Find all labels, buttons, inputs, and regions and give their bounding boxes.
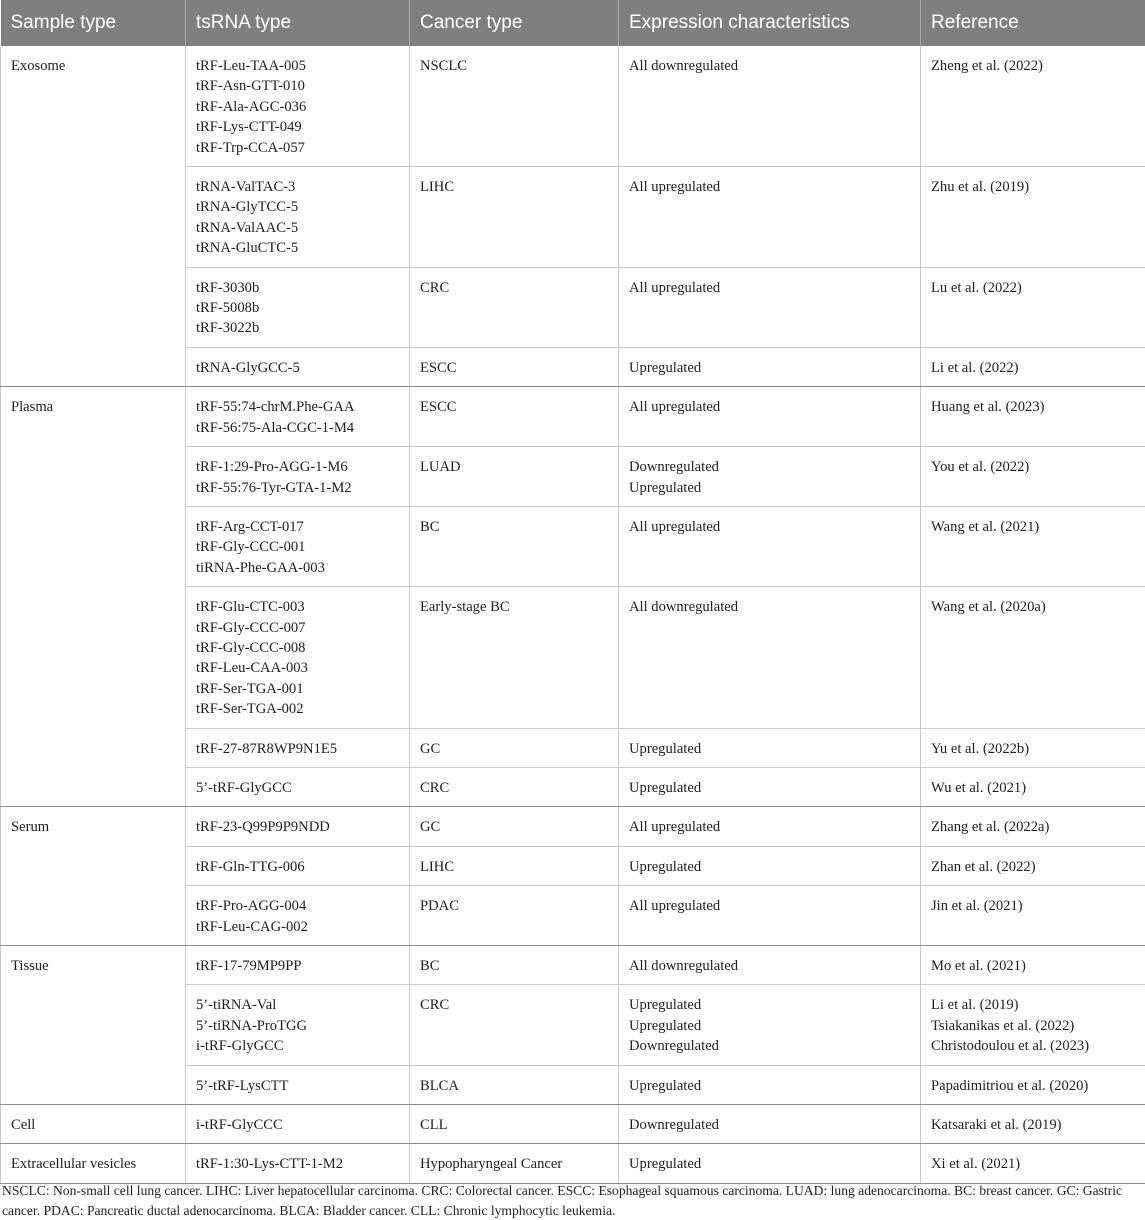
- tsrna-line: tRF-Gly-CCC-008: [196, 639, 306, 656]
- reference-cell: [921, 807, 1145, 846]
- reference-line: Zhan et al. (2022): [931, 858, 1036, 875]
- cancer-type-line: CRC: [420, 997, 450, 1014]
- expression-cell: [619, 506, 921, 586]
- expression-cell: [619, 1105, 921, 1144]
- cancer-type-line: ESCC: [420, 359, 457, 376]
- tsrna-cell: [186, 447, 410, 507]
- reference-line: Li et al. (2022): [931, 359, 1019, 376]
- cancer-type-line: CLL: [420, 1117, 448, 1134]
- reference-line: Zheng et al. (2022): [931, 58, 1043, 74]
- tsrna-line: tRF-1:29-Pro-AGG-1-M6: [196, 459, 348, 476]
- tsrna-cell: [186, 267, 410, 347]
- tsrna-line: tRNA-GlyGCC-5: [196, 359, 300, 376]
- cancer-type-cell: [410, 1065, 619, 1104]
- reference-cell: [921, 767, 1145, 806]
- tsrna-line: tRF-Arg-CCT-017: [196, 518, 304, 535]
- cancer-type-cell: [410, 506, 619, 586]
- cancer-type-line: Hypopharyngeal Cancer: [420, 1156, 563, 1173]
- expression-cell: [619, 387, 921, 447]
- reference-line: Wang et al. (2021): [931, 518, 1040, 535]
- expression-line: All downregulated: [629, 958, 739, 974]
- header-expression-characteristics: Expression characteristics: [619, 0, 921, 46]
- tsrna-cell: [186, 807, 410, 846]
- tsrna-line: tRF-23-Q99P9P9NDD: [196, 819, 330, 836]
- expression-cell: [619, 886, 921, 946]
- expression-line: Upregulated: [629, 359, 702, 376]
- tsrna-cell: [186, 1144, 410, 1183]
- cancer-type-cell: [410, 946, 619, 985]
- sample-type-cell: Serum: [1, 807, 186, 946]
- expression-line: All upregulated: [629, 179, 721, 196]
- table-footnote: NSCLC: Non-small cell lung cancer. LIHC: Liver hepatocellular carcinoma. CRC: Colorectal cancer. ESCC: Esophageal squamous carcinoma. LUAD: lung adenocarcinoma. BC: breast cancer. GC: Gastric cancer. PDAC: Pancreatic ductal adenocarcinoma. BLCA: Bladder cancer. CLL: Chronic lymphocytic leukemia.: [2, 1183, 1123, 1218]
- tsrna-line: 5’-tiRNA-Val: [196, 997, 277, 1014]
- tsrna-cell: [186, 167, 410, 268]
- expression-cell: [619, 1065, 921, 1104]
- tsrna-line: tRF-Gln-TTG-006: [196, 858, 305, 875]
- reference-line: Christodoulou et al. (2023): [931, 1038, 1090, 1055]
- expression-line: Upregulated: [629, 479, 702, 496]
- tsrna-line: tiRNA-Phe-GAA-003: [196, 559, 325, 576]
- table-row: [1, 1105, 1145, 1144]
- tsrna-line: i-tRF-GlyGCC: [196, 1038, 284, 1055]
- tsrna-line: tRF-Ala-AGC-036: [196, 98, 307, 115]
- cancer-type-cell: [410, 587, 619, 728]
- reference-line: Mo et al. (2021): [931, 958, 1026, 974]
- reference-line: Xi et al. (2021): [931, 1156, 1021, 1173]
- tsrna-line: tRF-17-79MP9PP: [196, 958, 302, 974]
- table-row: [1, 387, 1145, 447]
- tsrna-line: 5’-tiRNA-ProTGG: [196, 1017, 308, 1034]
- tsrna-line: tRF-Asn-GTT-010: [196, 78, 305, 95]
- tsrna-line: tRF-Lys-CTT-049: [196, 119, 302, 136]
- cancer-type-line: LUAD: [420, 459, 461, 476]
- tsrna-line: tRF-3030b: [196, 279, 260, 296]
- expression-cell: [619, 728, 921, 767]
- tsrna-cell: [186, 767, 410, 806]
- cancer-type-cell: [410, 807, 619, 846]
- expression-cell: [619, 267, 921, 347]
- expression-line: All upregulated: [629, 399, 721, 416]
- reference-line: Tsiakanikas et al. (2022): [931, 1017, 1075, 1034]
- tsrna-line: 5’-tRF-LysCTT: [196, 1077, 289, 1094]
- sample-type-cell: Exosome: [1, 46, 186, 387]
- sample-type-cell: Extracellular vesicles: [1, 1144, 186, 1183]
- reference-line: Wu et al. (2021): [931, 779, 1027, 796]
- table-row: [1, 946, 1145, 985]
- reference-cell: [921, 267, 1145, 347]
- reference-cell: [921, 46, 1145, 167]
- cancer-type-cell: [410, 46, 619, 167]
- reference-cell: [921, 387, 1145, 447]
- header-row: [1, 0, 1145, 46]
- tsrna-line: tRNA-ValTAC-3: [196, 179, 296, 196]
- tsrna-cell: [186, 985, 410, 1065]
- table-row: [1, 1144, 1145, 1183]
- reference-cell: [921, 886, 1145, 946]
- tsrna-line: tRF-Ser-TGA-002: [196, 701, 304, 718]
- reference-cell: [921, 1105, 1145, 1144]
- tsrna-line: tRF-5008b: [196, 300, 260, 317]
- expression-line: Downregulated: [629, 1117, 719, 1134]
- reference-cell: [921, 985, 1145, 1065]
- table-row: [1, 46, 1145, 167]
- reference-cell: [921, 587, 1145, 728]
- reference-line: Zhang et al. (2022a): [931, 819, 1050, 836]
- cancer-type-cell: [410, 728, 619, 767]
- expression-line: All upregulated: [629, 518, 721, 535]
- tsrna-line: tRF-Pro-AGG-004: [196, 898, 307, 915]
- expression-cell: [619, 846, 921, 885]
- cancer-type-line: NSCLC: [420, 58, 468, 74]
- cancer-type-line: GC: [420, 819, 441, 836]
- cancer-type-cell: [410, 347, 619, 386]
- cancer-type-line: Early-stage BC: [420, 599, 510, 616]
- tsrna-cell: [186, 347, 410, 386]
- tsrna-line: tRF-Gly-CCC-007: [196, 619, 306, 636]
- reference-line: Wang et al. (2020a): [931, 599, 1046, 616]
- expression-line: Upregulated: [629, 1017, 702, 1034]
- reference-cell: [921, 846, 1145, 885]
- tsrna-line: tRF-Gly-CCC-001: [196, 539, 306, 556]
- sample-type-cell: Plasma: [1, 387, 186, 807]
- cancer-type-line: LIHC: [420, 179, 455, 196]
- expression-cell: [619, 807, 921, 846]
- reference-cell: [921, 1144, 1145, 1183]
- expression-cell: [619, 985, 921, 1065]
- tsrna-cell: [186, 886, 410, 946]
- tsrna-cell: [186, 946, 410, 985]
- expression-line: Upregulated: [629, 779, 702, 796]
- header-reference: Reference: [921, 0, 1145, 46]
- expression-cell: [619, 946, 921, 985]
- table-body: [1, 46, 1145, 1183]
- tsrna-line: tRF-27-87R8WP9N1E5: [196, 740, 338, 757]
- cancer-type-line: ESCC: [420, 399, 457, 416]
- reference-line: Huang et al. (2023): [931, 399, 1045, 416]
- tsrna-line: tRF-Leu-TAA-005: [196, 58, 306, 74]
- tsrna-cell: [186, 728, 410, 767]
- tsrna-line: 5’-tRF-GlyGCC: [196, 779, 292, 796]
- expression-line: Downregulated: [629, 459, 719, 476]
- expression-cell: [619, 587, 921, 728]
- tsrna-cell: [186, 1105, 410, 1144]
- reference-line: Li et al. (2019): [931, 997, 1019, 1014]
- tsrna-line: tRNA-GlyTCC-5: [196, 199, 299, 216]
- expression-cell: [619, 447, 921, 507]
- cancer-type-cell: [410, 985, 619, 1065]
- cancer-type-line: LIHC: [420, 858, 455, 875]
- expression-cell: [619, 767, 921, 806]
- tsrna-line: tRNA-GluCTC-5: [196, 240, 299, 257]
- tsrna-line: tRF-55:76-Tyr-GTA-1-M2: [196, 479, 352, 496]
- tsrna-line: tRF-3022b: [196, 320, 260, 337]
- tsrna-line: tRF-1:30-Lys-CTT-1-M2: [196, 1156, 344, 1173]
- cancer-type-cell: [410, 447, 619, 507]
- expression-line: Upregulated: [629, 1077, 702, 1094]
- tsrna-line: tRF-Ser-TGA-001: [196, 680, 304, 697]
- tsrna-line: tRF-Leu-CAA-003: [196, 660, 308, 677]
- expression-cell: [619, 1144, 921, 1183]
- expression-line: Upregulated: [629, 1156, 702, 1173]
- tsrna-cell: [186, 587, 410, 728]
- tsrna-line: tRF-Glu-CTC-003: [196, 599, 305, 616]
- tsrna-line: tRF-Trp-CCA-057: [196, 139, 305, 156]
- expression-line: All upregulated: [629, 898, 721, 915]
- reference-cell: [921, 347, 1145, 386]
- cancer-type-line: GC: [420, 740, 441, 757]
- cancer-type-line: BC: [420, 958, 440, 974]
- cancer-type-cell: [410, 387, 619, 447]
- reference-line: You et al. (2022): [931, 459, 1030, 476]
- tsrna-line: tRF-56:75-Ala-CGC-1-M4: [196, 419, 355, 436]
- sample-type-cell: Tissue: [1, 946, 186, 1105]
- expression-line: All downregulated: [629, 58, 739, 74]
- tsrna-line: tRF-55:74-chrM.Phe-GAA: [196, 399, 355, 416]
- tsrna-cell: [186, 46, 410, 167]
- tsrna-line: i-tRF-GlyCCC: [196, 1117, 283, 1134]
- cancer-type-cell: [410, 167, 619, 268]
- reference-line: Yu et al. (2022b): [931, 740, 1030, 757]
- expression-line: Upregulated: [629, 858, 702, 875]
- cancer-type-cell: [410, 886, 619, 946]
- expression-cell: [619, 347, 921, 386]
- header-tsrna-type: tsRNA type: [186, 0, 410, 46]
- tsrna-cell: [186, 846, 410, 885]
- cancer-type-cell: [410, 1144, 619, 1183]
- reference-cell: [921, 447, 1145, 507]
- reference-line: Lu et al. (2022): [931, 279, 1022, 296]
- reference-cell: [921, 506, 1145, 586]
- tsrna-line: tRNA-ValAAC-5: [196, 219, 299, 236]
- header-sample-type: Sample type: [1, 0, 186, 46]
- cancer-type-line: BC: [420, 518, 440, 535]
- cancer-type-cell: [410, 267, 619, 347]
- expression-line: All upregulated: [629, 819, 721, 836]
- table-row: [1, 807, 1145, 846]
- reference-cell: [921, 946, 1145, 985]
- reference-line: Jin et al. (2021): [931, 898, 1023, 915]
- expression-cell: [619, 46, 921, 167]
- reference-cell: [921, 167, 1145, 268]
- expression-line: Downregulated: [629, 1038, 719, 1055]
- tsrna-line: tRF-Leu-CAG-002: [196, 918, 308, 935]
- expression-line: Upregulated: [629, 997, 702, 1014]
- reference-cell: [921, 1065, 1145, 1104]
- cancer-type-line: CRC: [420, 779, 450, 796]
- cancer-type-line: BLCA: [420, 1077, 459, 1094]
- header-cancer-type: Cancer type: [410, 0, 619, 46]
- reference-line: Katsaraki et al. (2019): [931, 1117, 1062, 1134]
- reference-line: Papadimitriou et al. (2020): [931, 1077, 1089, 1094]
- expression-line: Upregulated: [629, 740, 702, 757]
- reference-cell: [921, 728, 1145, 767]
- cancer-type-line: PDAC: [420, 898, 459, 915]
- cancer-type-cell: [410, 846, 619, 885]
- tsrna-cell: [186, 506, 410, 586]
- cancer-type-cell: [410, 1105, 619, 1144]
- cancer-type-cell: [410, 767, 619, 806]
- reference-line: Zhu et al. (2019): [931, 179, 1030, 196]
- sample-type-cell: Cell: [1, 1105, 186, 1144]
- expression-cell: [619, 167, 921, 268]
- tsrna-cell: [186, 387, 410, 447]
- cancer-type-line: CRC: [420, 279, 450, 296]
- expression-line: All upregulated: [629, 279, 721, 296]
- tsrna-cell: [186, 1065, 410, 1104]
- expression-line: All downregulated: [629, 599, 739, 616]
